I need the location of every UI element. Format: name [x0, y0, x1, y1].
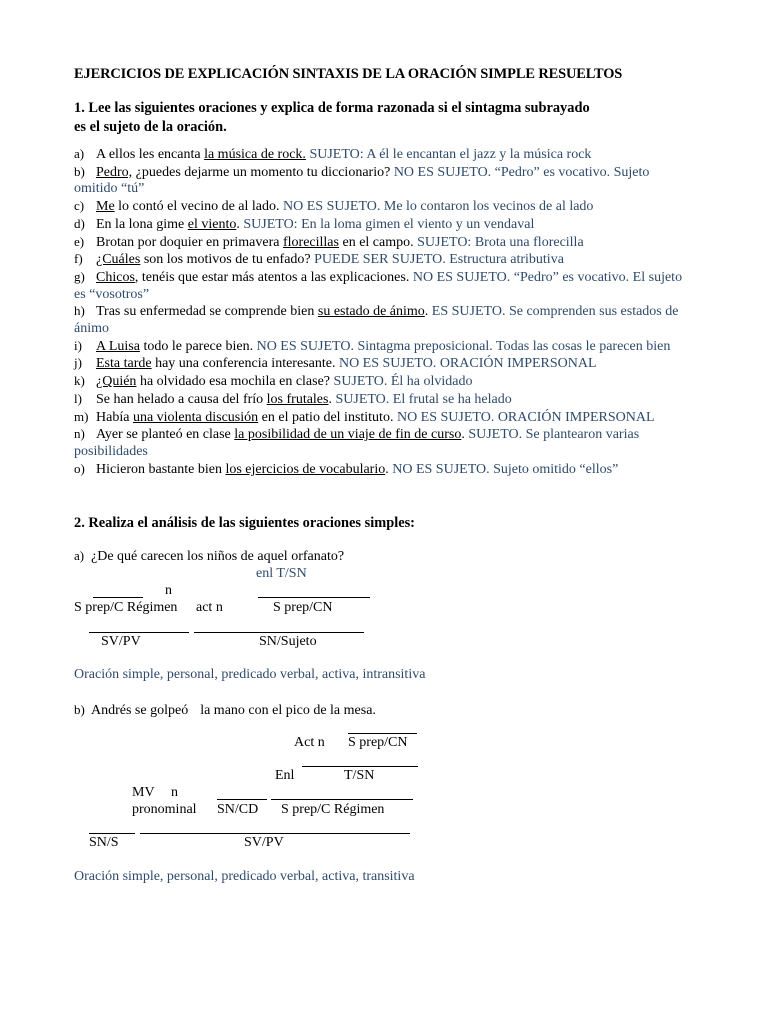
exercise-2a-label: a) [74, 548, 85, 563]
analysis-line [271, 799, 413, 800]
item-text: ¿puedes dejarme un momento tu diccionario? [132, 164, 394, 180]
label-sn-sujeto: SN/Sujeto [259, 634, 317, 649]
item-answer: SUJETO: Brota una florecilla [417, 234, 584, 250]
item-underlined-phrase: los frutales [266, 391, 329, 407]
label-sprep-cregimen: S prep/C Régimen [74, 600, 178, 615]
exercise-2b-text-1: Andrés se golpeó [91, 703, 189, 718]
item-label: j) [74, 355, 82, 371]
item-text: son los motivos de tu enfado? [140, 252, 315, 268]
label-sprep-cregimen: S prep/C Régimen [281, 802, 385, 817]
item-label: f) [74, 251, 83, 267]
item-answer: SUJETO. El frutal se ha helado [335, 391, 512, 407]
exercise-item [74, 391, 684, 409]
exercise-item [74, 269, 684, 303]
item-text: todo le parece bien. [139, 338, 257, 354]
item-underlined-phrase: los ejercicios de vocabulario [225, 461, 386, 477]
exercise-item [74, 251, 684, 269]
item-label: m) [74, 408, 89, 424]
item-underlined-phrase: florecillas [283, 234, 339, 250]
item-text: Brotan por doquier en primavera [96, 234, 283, 250]
question-1-line-1: 1. Lee las siguientes oraciones y explica de forma razonada si el sintagma subrayado [74, 100, 590, 116]
question-2-heading: 2. Realiza el análisis de las siguientes oraciones simples: [74, 515, 415, 531]
exercise-item [74, 355, 684, 373]
item-text: Se han helado a causa del frío [96, 391, 267, 407]
exercise-item [74, 426, 684, 460]
item-label: g) [74, 268, 85, 284]
item-text: lo contó el vecino de al lado. [114, 199, 284, 215]
exercise-2a-text: ¿De qué carecen los niños de aquel orfanato? [91, 549, 345, 564]
item-text: Había [96, 409, 133, 425]
item-answer: NO ES SUJETO. “Pedro” es vocativo. El sujeto es “vosotros” [74, 269, 683, 302]
item-underlined-phrase: una violenta discusión [132, 409, 259, 425]
item-label: c) [74, 198, 85, 214]
item-underlined-phrase: la música de rock. [204, 147, 306, 162]
analysis-line [89, 833, 135, 834]
item-underlined-phrase: Pedro, [96, 164, 133, 180]
question-1-line-2: es el sujeto de la oración. [74, 119, 227, 135]
item-underlined-phrase: la posibilidad de un viaje de fin de curso [234, 427, 462, 443]
item-answer: SUJETO. Se plantearon varias posibilidades [74, 427, 640, 459]
item-underlined-phrase: A Luisa [96, 338, 140, 354]
item-label: k) [74, 373, 85, 389]
analysis-line [93, 597, 143, 598]
label-enl: Enl [275, 768, 295, 783]
item-label: i) [74, 337, 82, 353]
item-label: n) [74, 426, 85, 442]
item-text: ha olvidado esa mochila en clase? [136, 374, 334, 390]
exercise-item [74, 164, 684, 198]
item-text: . [385, 461, 393, 477]
item-text: . [236, 216, 244, 232]
exercise-2b-label: b) [74, 702, 85, 717]
exercise-item [74, 461, 684, 479]
item-text: . [328, 391, 336, 407]
item-label: e) [74, 233, 85, 249]
item-answer: ES SUJETO. Se comprenden sus estados de ánimo [74, 304, 679, 337]
item-label: o) [74, 460, 85, 476]
label-sv-pv: SV/PV [101, 634, 141, 649]
exercise-item [74, 198, 684, 216]
exercise-2b-result: Oración simple, personal, predicado verbal, activa, transitiva [74, 869, 415, 884]
label-sprep-cn: S prep/CN [348, 735, 408, 750]
item-text: Ayer se planteó en clase [96, 427, 235, 443]
label-enl-tsn: enl T/SN [256, 566, 307, 581]
item-label: a) [74, 146, 85, 161]
item-text: , tenéis que estar más atentos a las explicaciones. [134, 269, 413, 285]
item-answer: SUJETO. Él ha olvidado [333, 374, 473, 390]
item-text: . [424, 304, 432, 320]
item-answer: NO ES SUJETO. ORACIÓN IMPERSONAL [338, 356, 597, 372]
label-n: n [171, 785, 178, 800]
item-underlined-phrase: ¿Cuáles [96, 252, 141, 268]
analysis-line [194, 632, 364, 633]
item-answer: SUJETO: A él le encantan el jazz y la música rock [309, 147, 592, 162]
label-sprep-cn: S prep/CN [273, 600, 333, 615]
item-underlined-phrase: Chicos [96, 269, 135, 285]
label-act-n: act n [196, 600, 223, 615]
label-pronominal: pronominal [132, 802, 197, 817]
label-sn-s: SN/S [89, 835, 119, 850]
analysis-line [89, 632, 189, 633]
item-text: en el patio del instituto. [258, 409, 397, 425]
item-text: A ellos les encanta [96, 147, 205, 162]
analysis-line [140, 833, 410, 834]
item-answer: NO ES SUJETO. Me lo contaron los vecinos de al lado [283, 199, 594, 215]
item-text: En la lona gime [96, 216, 188, 232]
exercise-2b-text-2: la mano con el pico de la mesa. [200, 703, 376, 718]
question-1-heading [74, 99, 674, 137]
item-label: l) [74, 390, 82, 406]
label-tsn: T/SN [344, 768, 375, 783]
item-underlined-phrase: el viento [187, 216, 237, 232]
analysis-line [258, 597, 370, 598]
exercise-2a-sentence [74, 548, 344, 565]
item-answer: NO ES SUJETO. Sintagma preposicional. Todas las cosas le parecen bien [256, 338, 671, 354]
analysis-line [348, 733, 417, 734]
item-answer: NO ES SUJETO. ORACIÓN IMPERSONAL [396, 409, 655, 425]
item-underlined-phrase: Esta tarde [96, 356, 152, 372]
document-title: EJERCICIOS DE EXPLICACIÓN SINTAXIS DE LA ORACIÓN SIMPLE RESUELTOS [74, 66, 623, 82]
analysis-line [302, 766, 418, 767]
label-sn-cd: SN/CD [217, 802, 259, 817]
analysis-line [217, 799, 267, 800]
item-label: h) [74, 303, 85, 319]
exercise-item [74, 409, 684, 427]
item-text: . [461, 427, 469, 443]
item-label: b) [74, 163, 85, 179]
exercise-item [74, 373, 684, 391]
exercise-item [74, 338, 684, 356]
item-text: en el campo. [338, 234, 418, 250]
exercise-item [74, 216, 684, 234]
item-text: Hicieron bastante bien [96, 461, 226, 477]
item-underlined-phrase: su estado de ánimo [317, 304, 425, 320]
label-act-n: Act n [294, 735, 325, 750]
item-answer: NO ES SUJETO. “Pedro” es vocativo. Sujeto omitido “tú” [74, 164, 650, 197]
label-sv-pv: SV/PV [244, 835, 284, 850]
item-answer: SUJETO: En la loma gimen el viento y un vendaval [243, 216, 535, 232]
item-text: hay una conferencia interesante. [151, 356, 339, 372]
item-answer: NO ES SUJETO. Sujeto omitido “ellos” [392, 461, 619, 477]
exercise-item [74, 146, 684, 164]
label-n: n [165, 583, 172, 598]
exercise-item [74, 234, 684, 252]
item-text: Tras su enfermedad se comprende bien [96, 304, 318, 320]
exercise-item [74, 303, 684, 337]
item-underlined-phrase: Me [96, 199, 115, 215]
item-answer: PUEDE SER SUJETO. Estructura atributiva [314, 252, 564, 268]
exercise-2b-sentence [74, 702, 376, 719]
exercise-2a-result: Oración simple, personal, predicado verbal, activa, intransitiva [74, 667, 426, 682]
item-label: d) [74, 215, 85, 231]
exercise-1-list [74, 146, 684, 478]
item-underlined-phrase: ¿Quién [96, 374, 137, 390]
label-mv: MV [132, 785, 155, 800]
